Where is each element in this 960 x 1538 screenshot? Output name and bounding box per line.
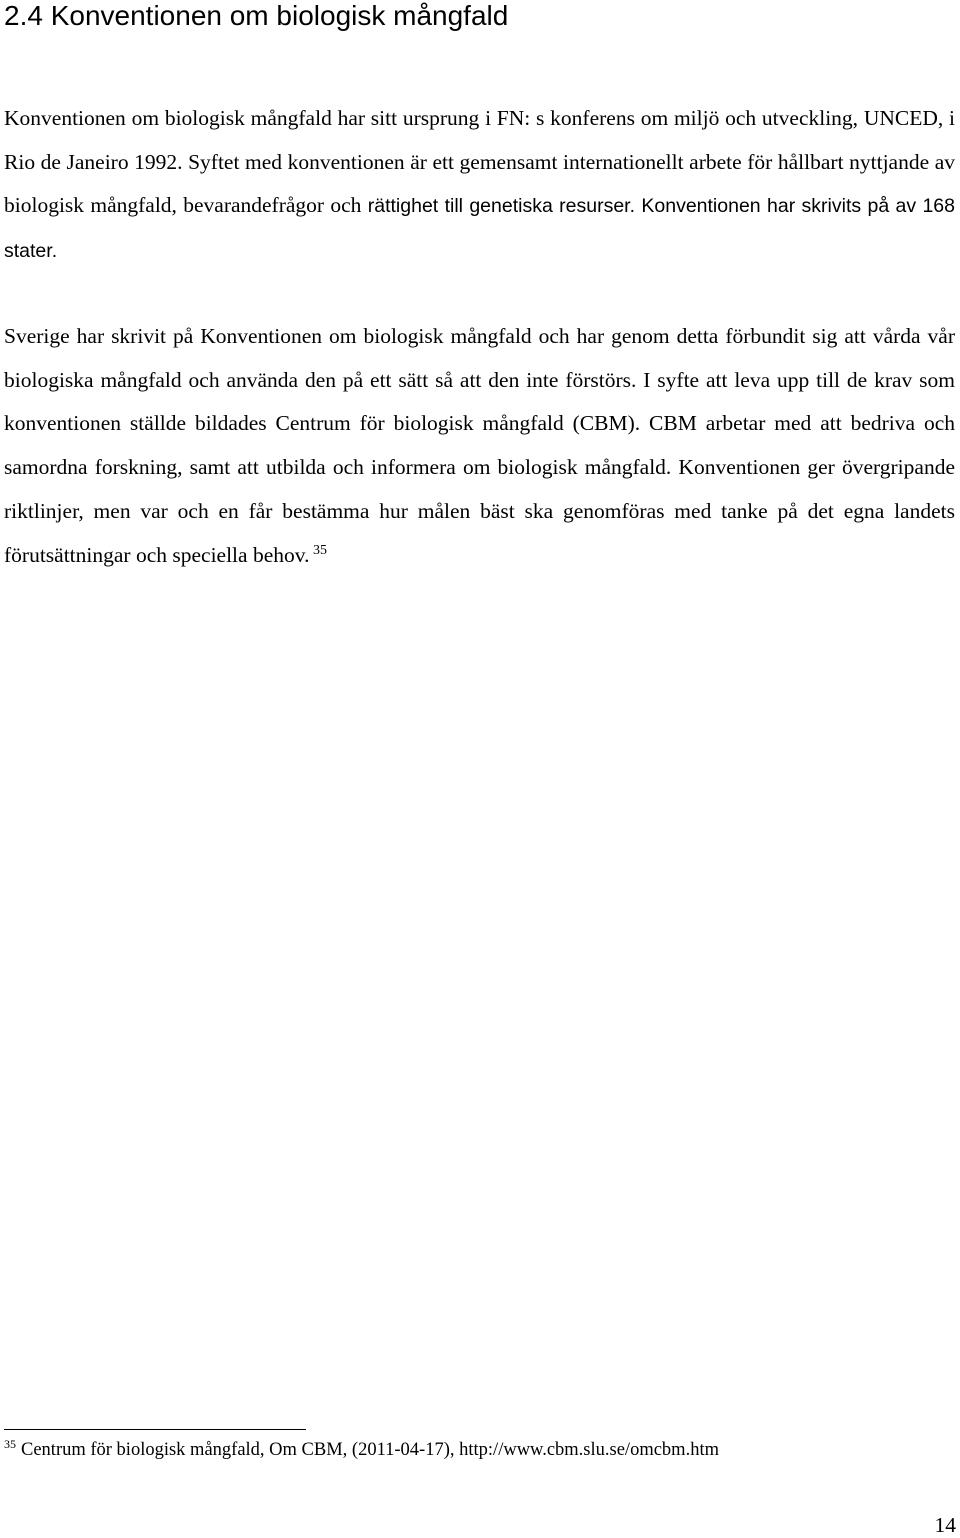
- paragraph-text-sans: rättighet till genetiska resurser. Konventionen har skrivits på av 168 stater.: [4, 195, 955, 263]
- footnote-number: 35: [4, 1437, 16, 1451]
- paragraph-text-serif: Konventionen om biologisk mångfald har sitt ursprung i FN: s konferens om miljö och utveckling, UNCED, i Rio de Janeiro 1992. Syftet med konventionen är ett gemensamt internationellt arbete för hållbart nyttjande av biologisk mångfald, bevarandefrågor och: [4, 106, 955, 218]
- footnote-text: Centrum för biologisk mångfald, Om CBM, (2011-04-17), http://www.cbm.slu.se/omcbm.htm: [21, 1440, 719, 1460]
- page-number: 14: [934, 1513, 956, 1537]
- footnote-reference[interactable]: 35: [312, 542, 327, 558]
- paragraph-convention-origin: [4, 97, 955, 274]
- paragraph-text: Sverige har skrivit på Konventionen om biologisk mångfald och har genom detta förbundit sig att vårda vår biologiska mångfald och använda den på ett sätt så att den inte förstörs. I syfte att leva upp till de krav som konventionen ställde bildades Centrum för biologisk mångfald (CBM). CBM arbetar med att bedriva och samordna forskning, samt att utbilda och informera om biologisk mångfald. Konventionen ger övergripande riktlinjer, men var och en får bestämma hur målen bäst ska genomföras med tanke på det egna landets förutsättningar och speciella behov.: [4, 324, 955, 567]
- footnote-divider: [4, 1429, 306, 1430]
- section-heading: 2.4 Konventionen om biologisk mångfald: [4, 0, 509, 31]
- paragraph-sweden-commitment: [4, 315, 955, 577]
- footnote: [4, 1438, 719, 1462]
